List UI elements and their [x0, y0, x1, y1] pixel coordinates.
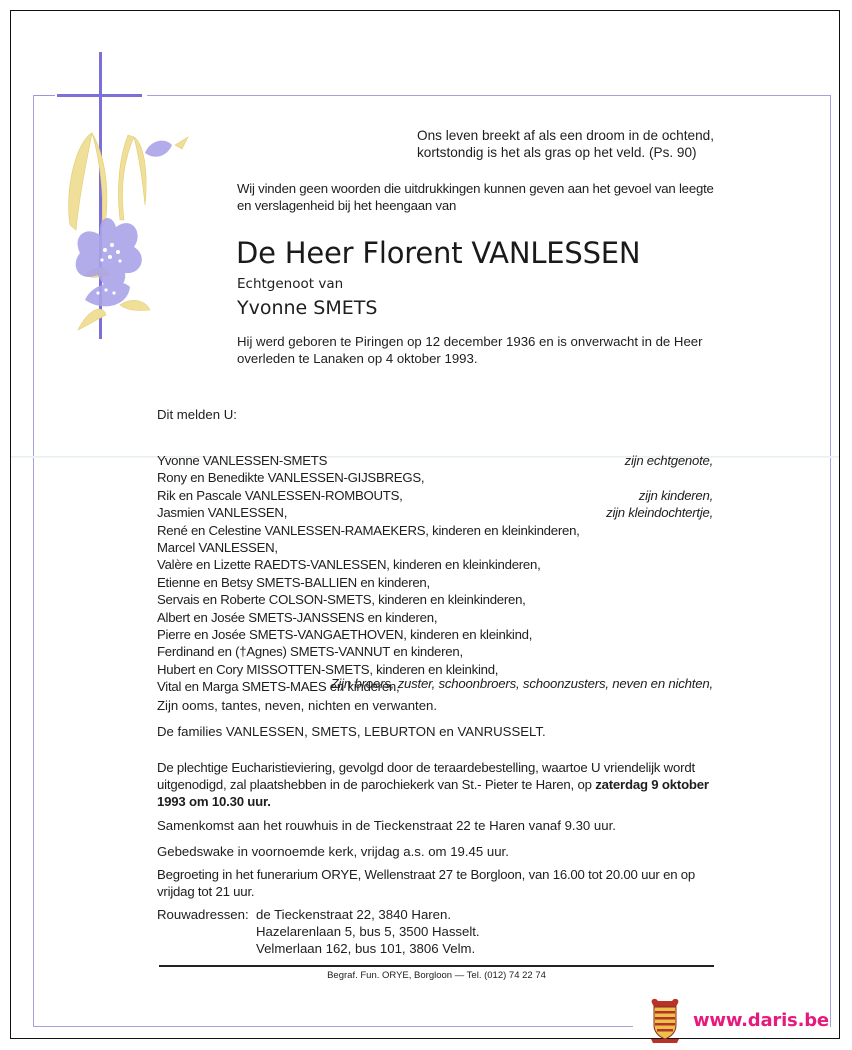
cross-icon-horizontal [57, 94, 142, 97]
address-line: de Tieckenstraat 22, 3840 Haren. [256, 907, 452, 922]
family-row [157, 643, 713, 660]
gathering-line: Samenkomst aan het rouwhuis in de Tieckenstraat 22 te Haren vanaf 9.30 uur. [157, 818, 616, 833]
family-row [157, 556, 713, 573]
family-name: Servais en Roberte COLSON-SMETS, kinderen en kleinkinderen, [157, 592, 526, 608]
family-row [157, 574, 713, 591]
family-name: Pierre en Josée SMETS-VANGAETHOVEN, kinderen en kleinkind, [157, 626, 533, 642]
family-row [157, 609, 713, 626]
coat-of-arms-icon [648, 995, 682, 1045]
intro-line: en verslagenheid bij het heengaan van [237, 198, 457, 213]
family-name: Albert en Josée SMETS-JANSSENS en kinderen, [157, 609, 438, 625]
family-row [157, 522, 713, 539]
family-name: Ferdinand en (†Agnes) SMETS-VANNUT en kinderen, [157, 644, 463, 660]
frame-line-left [33, 95, 34, 1027]
deceased-name: De Heer Florent VANLESSEN [236, 236, 641, 270]
family-name: Vital en Marga SMETS-MAES en kinderen, [157, 679, 400, 695]
frame-line-right [830, 95, 831, 1027]
spouse-label: Echtgenoot van [237, 276, 344, 292]
frame-line-top-left [33, 95, 55, 96]
family-relation: zijn kinderen, [638, 487, 713, 503]
vigil-line: Gebedswake in voornoemde kerk, vrijdag a.s. om 19.45 uur. [157, 844, 509, 859]
quote-line: Ons leven breekt af als een droom in de ochtend, [417, 128, 714, 143]
family-row [157, 487, 713, 504]
intro-text [237, 180, 714, 214]
family-row [157, 539, 713, 556]
family-row [157, 469, 713, 486]
mourning-addresses-label: Rouwadressen: [157, 907, 249, 922]
birth-death-line: Hij werd geboren te Piringen op 12 december 1936 en is onverwacht in de Heer [237, 334, 703, 349]
family-name: Rony en Benedikte VANLESSEN-GIJSBREGS, [157, 470, 425, 486]
family-row [157, 504, 713, 521]
intro-line: Wij vinden geen woorden die uitdrukkingen kunnen geven aan het gevoel van leegte [237, 181, 714, 196]
family-relation: zijn echtgenote, [624, 453, 713, 468]
relatives-line: Zijn ooms, tantes, neven, nichten en verwanten. [157, 698, 438, 713]
family-row [157, 452, 713, 469]
flower-illustration-icon [50, 115, 190, 335]
frame-line-top [147, 95, 831, 96]
family-row [157, 591, 713, 608]
family-list [157, 452, 713, 695]
address-line: Hazelarenlaan 5, bus 5, 3500 Hasselt. [256, 924, 480, 939]
family-name: René en Celestine VANLESSEN-RAMAEKERS, kinderen en kleinkinderen, [157, 522, 580, 538]
siblings-relation: Zijn broers, zuster, schoonbroers, schoonzusters, neven en nichten, [330, 676, 713, 691]
site-watermark: www.daris.be [693, 1010, 829, 1031]
birth-death-line: overleden te Lanaken op 4 oktober 1993. [237, 351, 478, 366]
psalm-quote [417, 127, 714, 161]
divider [159, 965, 714, 967]
family-name: Marcel VANLESSEN, [157, 539, 278, 555]
undertaker-line: Begraf. Fun. ORYE, Borgloon — Tel. (012) 74 22 74 [327, 970, 546, 981]
family-name: Jasmien VANLESSEN, [157, 505, 288, 521]
family-relation: zijn kleindochtertje, [606, 505, 713, 521]
service-date: zaterdag 9 oktober 1993 om 10.30 uur. [157, 777, 709, 809]
mourning-addresses [256, 906, 480, 957]
service-text: De plechtige Eucharistieviering, gevolgd door de teraardebestelling, waartoe U vriendelijk wordt uitgenodigd, zal plaatshebben in de parochiekerk van St.- Pieter te Haren, op [157, 760, 695, 792]
family-name: Yvonne VANLESSEN-SMETS [157, 453, 328, 468]
family-name: Rik en Pascale VANLESSEN-ROMBOUTS, [157, 487, 403, 503]
family-name: Hubert en Cory MISSOTTEN-SMETS, kinderen en kleinkind, [157, 661, 499, 677]
announcement-label: Dit melden U: [157, 407, 237, 422]
families-line: De families VANLESSEN, SMETS, LEBURTON en VANRUSSELT. [157, 724, 546, 739]
address-line: Velmerlaan 162, bus 101, 3806 Velm. [256, 941, 476, 956]
family-name: Etienne en Betsy SMETS-BALLIEN en kinderen, [157, 574, 430, 590]
quote-line: kortstondig is het als gras op het veld. (Ps. 90) [417, 145, 697, 160]
birth-death-text [237, 333, 703, 367]
family-row [157, 626, 713, 643]
viewing-text: Begroeting in het funerarium ORYE, Wellenstraat 27 te Borgloon, van 16.00 tot 20.00 uur en op vrijdag tot 21 uur. [157, 867, 696, 899]
service-announcement [157, 759, 717, 810]
frame-line-bottom [33, 1026, 633, 1027]
family-name: Valère en Lizette RAEDTS-VANLESSEN, kinderen en kleinkinderen, [157, 557, 541, 573]
spouse-name: Yvonne SMETS [237, 297, 378, 319]
